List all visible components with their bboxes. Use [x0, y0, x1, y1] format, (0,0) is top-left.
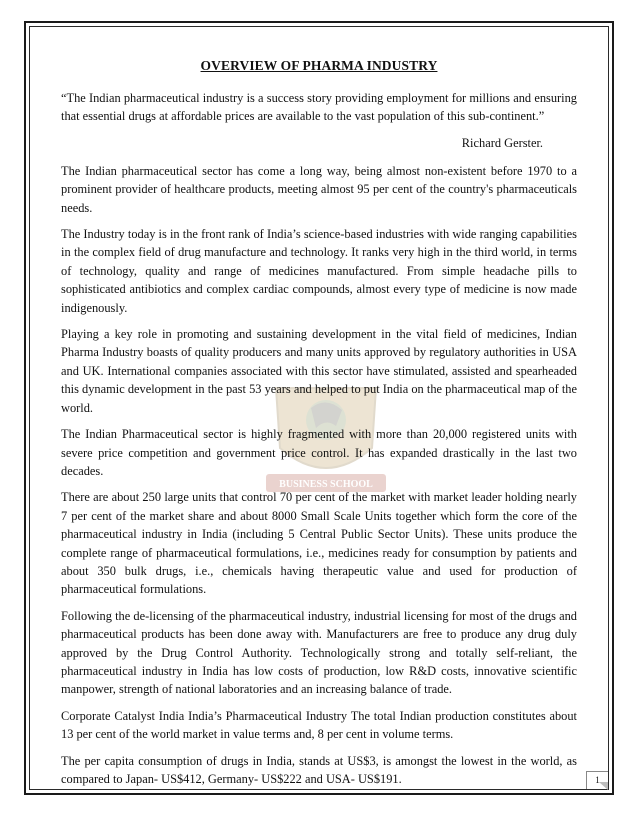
body-paragraph: Corporate Catalyst India India’s Pharmaceutical Industry The total Indian production constitutes about 13 per cent of the world market in value terms and, 8 per cent in volume terms. — [61, 708, 577, 742]
body-paragraph: The Indian pharmaceutical sector has come a long way, being almost non-existent before 1970 to a prominent provider of healthcare products, meeting almost 95 per cent of the country's pharmaceuticals needs. — [61, 163, 577, 215]
svg-text:BUSINESS SCHOOL: BUSINESS SCHOOL — [279, 479, 373, 490]
body-paragraph: The Indian Pharmaceutical sector is highly fragmented with more than 20,000 registered units with severe price competition and government price control. It has expanded drastically in the last two decades. — [61, 427, 577, 478]
page-number: 1 — [586, 771, 608, 789]
quote-paragraph: “The Indian pharmaceutical industry is a success story providing employment for millions and ensuring that essential drugs at affordable prices are available to the vast population of this sub-continent.” — [61, 91, 577, 124]
body-paragraph: There are about 250 large units that control 70 per cent of the market with market leader holding nearly 7 per cent of the market share and about 8000 Small Scale Units together which form the core of the pharmaceutical industry in India (including 5 Central Public Sector Units). These units produce the complete range of pharmaceutical formulations, i.e., medicines ready for consumption by patients and about 350 bulk drugs, i.e., chemicals having therapeutic value and used for production of pharmaceutical formulations. — [61, 490, 577, 597]
document-body — [61, 58, 577, 796]
body-paragraph: The Industry today is in the front rank of India’s science-based industries with wide ranging capabilities in the complex field of drug manufacture and technology. It ranks very high in the third world, in terms of technology, quality and range of medicines manufactured. From simple headache pills to sophisticated antibiotics and complex cardiac compounds, almost every type of medicine is now made indigenously. — [61, 227, 577, 315]
body-paragraph: Following the de-licensing of the pharmaceutical industry, industrial licensing for most of the drugs and pharmaceutical products has been done away with. Manufacturers are free to produce any drug duly approved by the Drug Control Authority. Technologically strong and totally self-reliant, the pharmaceutical industry in India has low costs of production, low R&D costs, innovative scientific manpower, strength of national laboratories and an increasing balance of trade. — [61, 608, 577, 697]
quote-attribution: Richard Gerster. — [461, 135, 543, 150]
body-paragraph: Playing a key role in promoting and sustaining development in the vital field of medicines, Indian Pharma Industry boasts of quality producers and many units approved by regulatory authorities in USA and UK. International companies associated with this sector have stimulated, assisted and spearheaded this dynamic development in the past 53 years and helped to put India on the pharmaceutical map of the world. — [61, 327, 577, 415]
page-curl-icon — [599, 782, 608, 790]
page-title: OVERVIEW OF PHARMA INDUSTRY — [200, 58, 438, 73]
body-paragraph: The per capita consumption of drugs in India, stands at US$3, is amongst the lowest in the world, as compared to Japan- US$412, Germany- US$222 and USA- US$191. — [61, 753, 577, 786]
